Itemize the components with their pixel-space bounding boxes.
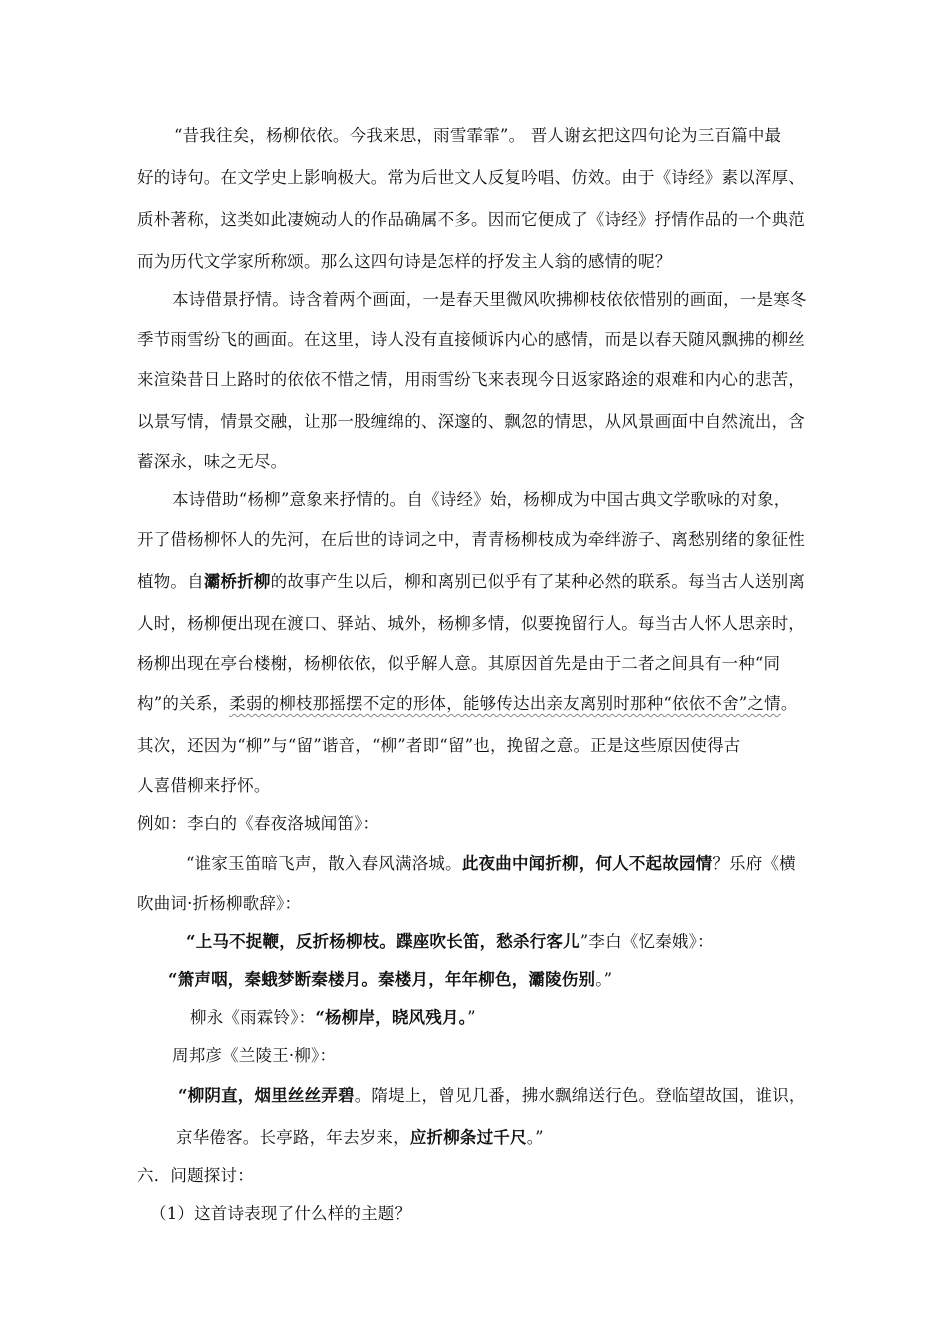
text-run: 京华倦客。长亭路，年去岁来， [176,1128,410,1147]
p1-line-1: “昔我往矣，杨柳依依。今我来思，雨雪霏霏”。 晋人谢玄把这四句论为三百篇中最 [174,126,782,145]
p3-line-7: 其次，还因为“柳”与“留”谐音，“柳”者即“留”也，挽留之意。正是这些原因使得古 [137,736,741,755]
text-run: 。” [526,1128,544,1147]
section-6-question-1: （1）这首诗表现了什么样的主题？ [150,1204,412,1223]
p3-line-8: 人喜借柳来抒怀。 [137,776,271,795]
bold-term-baqiao-zheliu: 灞桥折柳 [203,572,271,591]
bold-quote: “上马不捉鞭，反折杨柳枝。蹀座吹长笛，愁杀行客儿 [186,932,580,951]
quote-2 [186,930,714,954]
p2-line-2: 季节雨雪纷飞的画面。在这里，诗人没有直接倾诉内心的感情，而是以春天随风飘拂的柳丝 [137,330,805,349]
examples-intro: 例如：李白的《春夜洛城闻笛》： [137,814,380,833]
p3-line-6 [137,692,798,716]
p1-line-3: 质朴著称，这类如此凄婉动人的作品确属不多。因而它便成了《诗经》抒情作品的一个典范 [137,210,805,229]
section-6-heading: 六．问题探讨： [137,1166,254,1185]
p3-line-2: 开了借杨柳怀人的先河，在后世的诗词之中，青青杨柳枝成为牵绊游子、离愁别绪的象征性 [137,530,805,549]
p2-line-3: 来渲染昔日上路时的依依不惜之情，用雨雪纷飞来表现今日返家路途的艰难和内心的悲苦， [137,370,805,389]
quote-1-line-1 [186,852,796,876]
text-run: 。 [780,694,798,713]
wavy-underlined-text: 柔弱的柳枝那摇摆不定的形体，能够传达出亲友离别时那种“依依不舍”之情 [229,694,781,713]
bold-quote: 应折柳条过千尺 [409,1128,527,1147]
text-run: 。隋堤上，曾见几番，拂水飘绵送行色。登临望故国，谁识， [354,1086,806,1105]
text-run: 植物。自 [137,572,204,591]
bold-quote: “柳阴直，烟里丝丝弄碧 [178,1086,355,1105]
p3-line-3 [137,570,805,594]
bold-quote: “杨柳岸，晓风残月。 [315,1008,468,1027]
quote-6-line-2 [176,1126,544,1150]
bold-quote: 此夜曲中闻折柳，何人不起故园情 [461,854,713,873]
p1-line-2: 好的诗句。在文学史上影响极大。常为后世文人反复吟唱、仿效。由于《诗经》素以浑厚、 [137,168,805,187]
text-run: ” [467,1008,476,1027]
quote-3 [168,968,612,992]
text-run: 构”的关系， [137,694,230,713]
p2-line-5: 蓄深永，味之无尽。 [137,452,288,471]
p3-line-4: 人时，杨柳便出现在渡口、驿站、城外，杨柳多情，似要挽留行人。每当古人怀人思亲时， [137,614,805,633]
text-run: 柳永《雨霖铃》： [190,1008,316,1027]
text-run: ？乐府《横 [712,854,796,873]
p2-line-1: 本诗借景抒情。诗含着两个画面，一是春天里微风吹拂柳枝依依惜别的画面，一是寒冬 [172,290,807,309]
quote-6-line-1 [178,1084,806,1108]
text-run: ”李白《忆秦娥》： [579,932,714,951]
text-run: 。” [595,970,613,989]
quote-1-line-2: 吹曲词·折杨柳歌辞》： [137,894,302,913]
p3-line-5: 杨柳出现在亭台楼榭，杨柳依依，似乎解人意。其原因首先是由于二者之间具有一种“同 [137,654,781,673]
text-run: “谁家玉笛暗飞声，散入春风满洛城。 [186,854,462,873]
text-run: 的故事产生以后，柳和离别已似乎有了某种必然的联系。每当古人送别离 [270,572,806,591]
quote-4 [190,1006,476,1030]
bold-quote: “箫声咽，秦蛾梦断秦楼月。秦楼月，年年柳色，灞陵伤别 [168,970,596,989]
quote-5-source: 周邦彦《兰陵王·柳》： [172,1046,337,1065]
p3-line-1: 本诗借助“杨柳”意象来抒情的。自《诗经》始，杨柳成为中国古典文学歌咏的对象， [172,490,791,509]
p1-line-4: 而为历代文学家所称颂。那么这四句诗是怎样的抒发主人翁的感情的呢？ [137,252,672,271]
p2-line-4: 以景写情，情景交融，让那一股缠绵的、深邃的、飘忽的情思，从风景画面中自然流出，含 [137,412,805,431]
